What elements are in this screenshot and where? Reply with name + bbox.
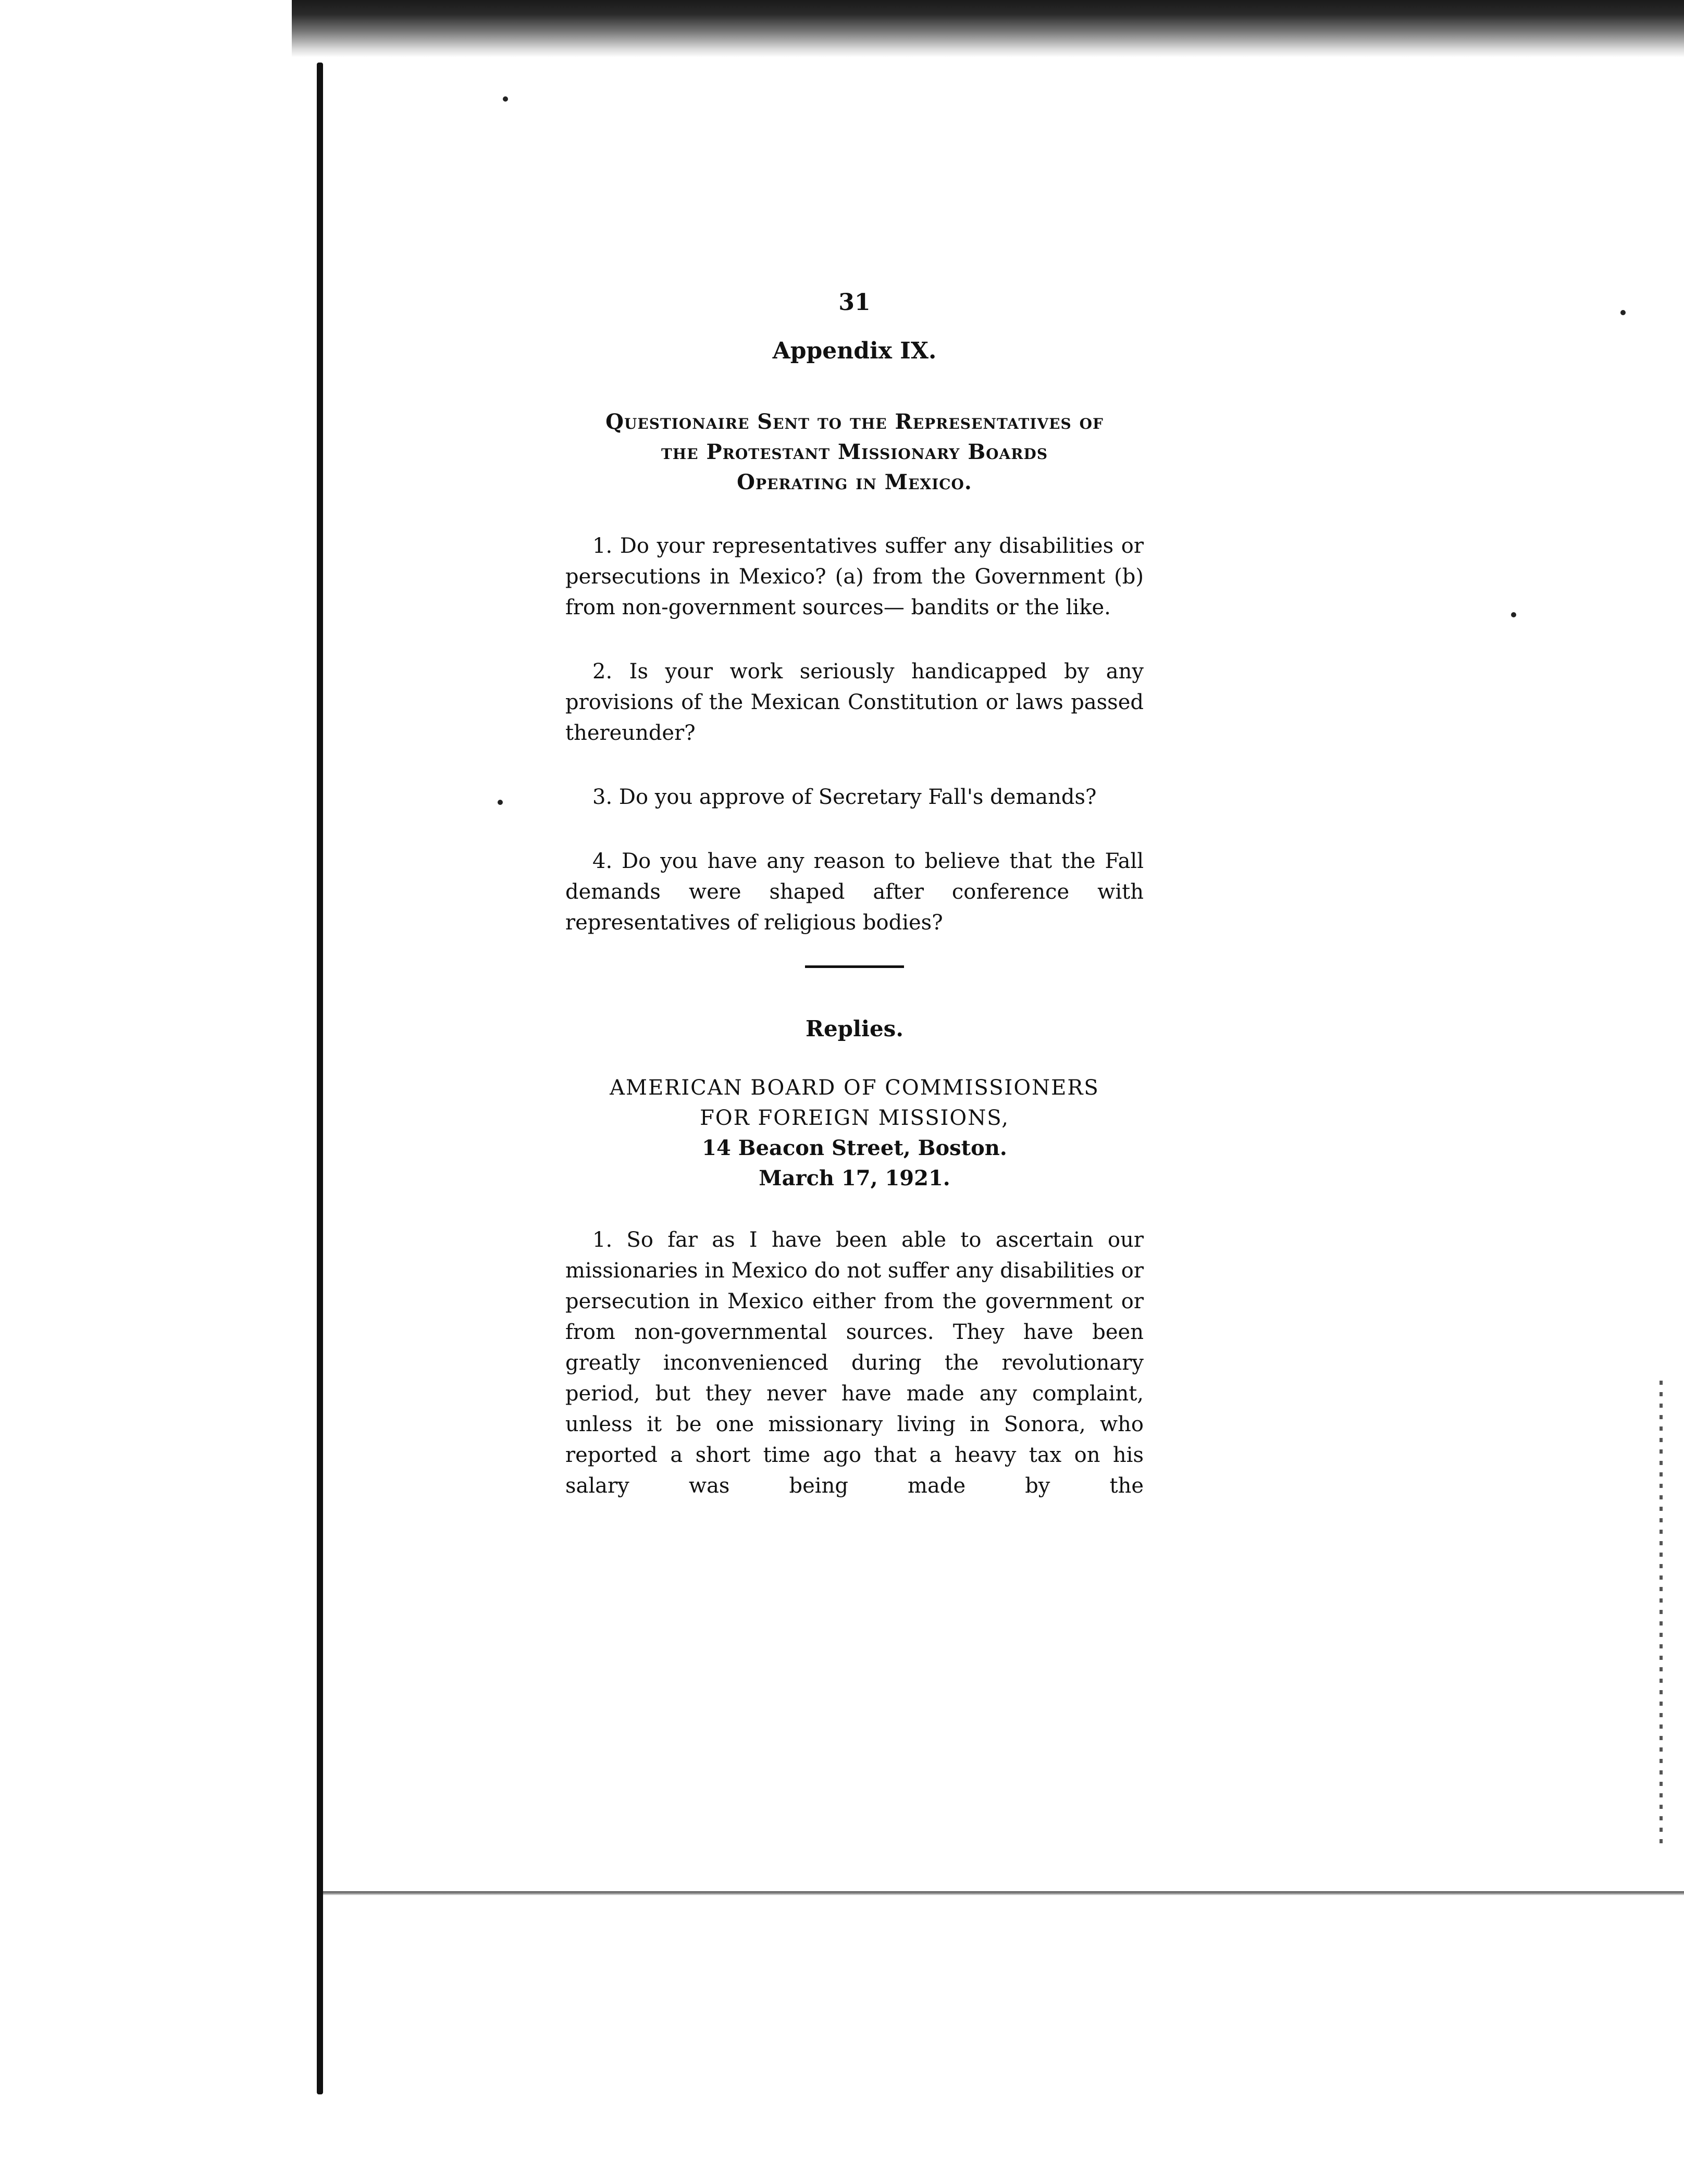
replies-heading: Replies. [806, 1016, 903, 1041]
questionnaire-title-line: Questionaire Sent to the Representatives of [605, 409, 1104, 434]
scan-right-edge-marks [1660, 1381, 1663, 1850]
question-3: 3. Do you approve of Secretary Fall's demands? [592, 785, 1097, 809]
scan-speck [498, 800, 503, 805]
scan-speck [503, 96, 508, 102]
reply-org-line: FOR FOREIGN MISSIONS, [700, 1106, 1009, 1130]
questionnaire-title-line: Operating in Mexico. [737, 470, 972, 494]
page-number: 31 [838, 289, 871, 316]
reply-paragraph: 1. So far as I have been able to ascertain our missionaries in Mexico do not suffer any disabilities or persecution in Mexico either from the government or from non-governmental sources. They have been greatly inconvenienced during the revolutionary period, but they never have made any complaint, unless it be one missionary living in Sonora, who reported a short time ago that a heavy tax on his salary was being made by the [565, 1228, 1144, 1498]
scan-fold-line [317, 63, 323, 2094]
appendix-heading: Appendix IX. [772, 338, 937, 364]
question-1: 1. Do your representatives suffer any disabilities or persecutions in Mexico? (a) from the Government (b) from non-government sources— bandits or the like. [565, 534, 1144, 619]
reply-address [565, 1073, 1144, 1194]
section-divider [805, 965, 904, 968]
scan-speck [1620, 310, 1626, 315]
questionnaire-title-line: the Protestant Missionary Boards [661, 440, 1048, 464]
page-column [565, 289, 1144, 1501]
question-4: 4. Do you have any reason to believe that the Fall demands were shaped after conference with representatives of religious bodies? [565, 849, 1144, 935]
question-2: 2. Is your work seriously handicapped by any provisions of the Mexican Constitution or laws passed thereunder? [565, 660, 1144, 745]
questionnaire-title [565, 407, 1144, 498]
reply-street: 14 Beacon Street, Boston. [702, 1136, 1007, 1160]
reply-date: March 17, 1921. [759, 1166, 950, 1190]
reply-org-line: AMERICAN BOARD OF COMMISSIONERS [610, 1076, 1099, 1100]
scan-speck [1511, 612, 1516, 617]
scan-bottom-edge [323, 1891, 1684, 1895]
scan-top-edge [292, 0, 1684, 57]
